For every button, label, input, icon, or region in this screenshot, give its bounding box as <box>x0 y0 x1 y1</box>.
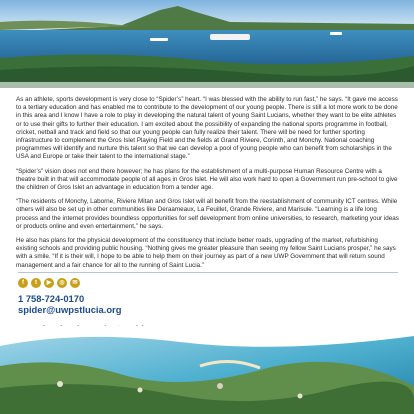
twitter-icon[interactable]: t <box>31 278 41 288</box>
article-paragraph-sports: As an athlete, sports development is very close to “Spider’s” heart. “I was blessed with the ability to run fast,” he says. “It gave me access to a tertiary education and has enabled me to contribute to the development of our young people. There is still a lot more work to be done in this area and I know I have a role to play in developing the natural talent of young Saint Lucians, whether they want to be elite athletes or to use their gifts to further their education. I am excited about the possibility of expanding the national sports programme in football, cricket, netball and track and field so that our young people can fully realize their talent. There will be need for further sporting infrastructure to complement the Gros Islet Playing Field and the fields at Grand Riviere, Corinth, and Monchy. National coaching programmes will identify and nurture this talent so that we can develop a pool of young people who can benefit from scholarships in the USA and Europe or take their talent to the international stage.” <box>16 96 398 161</box>
phone-number[interactable]: 1 758-724-0170 <box>18 293 85 304</box>
facebook-icon[interactable]: f <box>18 278 28 288</box>
harbour-photo <box>0 0 414 88</box>
article-body <box>16 96 400 276</box>
social-icons <box>18 278 398 288</box>
email-link[interactable]: spider@uwpstlucia.org <box>18 304 122 315</box>
instagram-icon[interactable]: ◎ <box>57 278 67 288</box>
article-paragraph-ict: “The residents of Monchy, Laborne, Riviere Mitan and Gros Islet will all benefit from the reestablishment of community ICT centres. While others will also be set up in other communities like Deraameaux, La Feuillet, Grande Riviere, and Marisule. “Learning is a life long process and the internet provides boundless opportunities for self development from online universities, to research, marketing your ideas or products online and even entertainment,” he says. <box>16 198 399 230</box>
youtube-icon[interactable]: ▶ <box>44 278 54 288</box>
article-paragraph-development: He also has plans for the physical development of the constituency that include better roads, upgrading of the market, refurbishing existing schools and providing public housing. “Nothing gives me greater pleasure than seeing my fellow Saint Lucians prosper,” he says with a smile. “If it is their will, I hope to be able to help them on their journey as part of a new UWP Government that will return sound management and a fair chance for all to the running of Saint Lucia.” <box>16 237 396 269</box>
section-divider <box>18 272 398 273</box>
email-icon[interactable]: ✉ <box>70 278 80 288</box>
aerial-coast-photo <box>0 326 414 414</box>
article-paragraph-vision: “Spider’s” vision does not end there however; he has plans for the establishment of a multi-purpose Human Resource Centre with a theatre built in that will accommodate people of all ages in Gros Islet. He will also work hard to open a Government run pre-school to give the children of Gros Islet an advantage in education from a tender age. <box>16 167 398 192</box>
